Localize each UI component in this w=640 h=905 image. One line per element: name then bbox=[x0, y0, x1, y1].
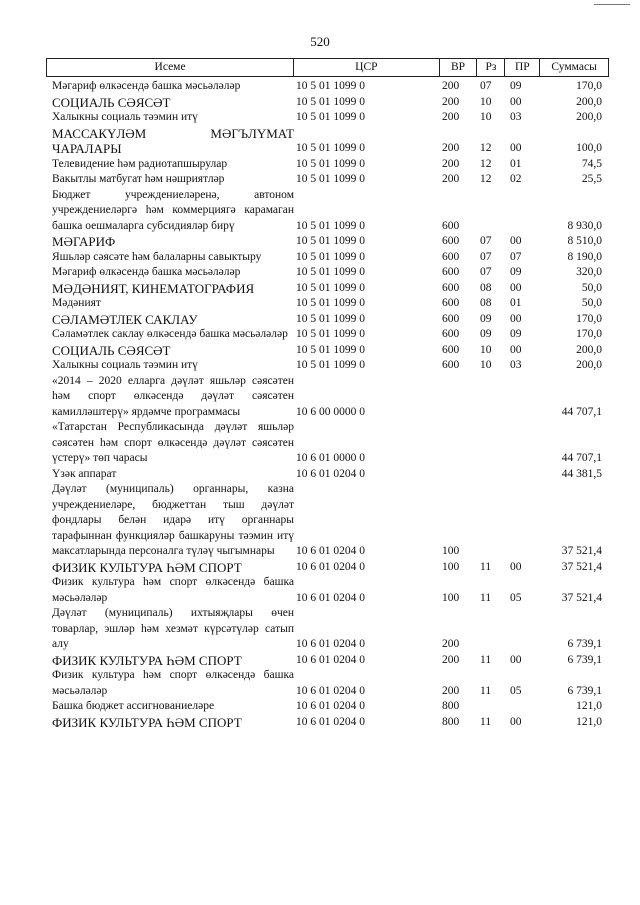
row-name: СОЦИАЛЬ СӘЯСӘТ bbox=[52, 94, 171, 110]
row-vr: 600 bbox=[442, 250, 460, 263]
row-rz: 07 bbox=[480, 250, 492, 263]
table-row bbox=[52, 343, 602, 359]
table-row bbox=[52, 374, 602, 421]
row-name: «2014 – 2020 елларга дәүләт яшьләр сәясәтен һәм спорт өлкәсендә дәүләт сәясәтен камилләштерү» ярдәмче программасы bbox=[52, 374, 294, 418]
table-body bbox=[52, 79, 602, 730]
table-row bbox=[52, 172, 602, 188]
row-rz: 07 bbox=[480, 80, 492, 92]
row-vr: 600 bbox=[442, 359, 460, 371]
row-csr: 10 5 01 1099 0 bbox=[296, 80, 365, 92]
row-sum: 8 510,0 bbox=[567, 235, 602, 247]
row-name: Физик культура һәм спорт өлкәсендә башка мәсьәләләр bbox=[52, 576, 294, 604]
row-csr: 10 6 01 0000 0 bbox=[296, 452, 365, 464]
row-vr: 200 bbox=[442, 80, 460, 92]
row-sum: 200,0 bbox=[576, 111, 602, 123]
row-pr: 00 bbox=[510, 560, 522, 573]
row-sum: 170,0 bbox=[576, 80, 602, 92]
row-pr: 00 bbox=[510, 312, 522, 325]
row-sum: 121,0 bbox=[576, 715, 602, 728]
row-pr: 00 bbox=[510, 95, 522, 108]
table-row bbox=[52, 312, 602, 328]
table-row bbox=[52, 234, 602, 250]
header-vr: ВР bbox=[440, 59, 478, 76]
corner-mark bbox=[594, 4, 630, 5]
table-row bbox=[52, 327, 602, 343]
row-name: Халыкны социаль тәэмин итү bbox=[52, 111, 198, 123]
row-vr: 200 bbox=[442, 653, 460, 666]
row-rz: 12 bbox=[480, 157, 492, 170]
row-name: МАССАКҮЛӘМ МӘГЪЛҮМАТ ЧАРАЛАРЫ bbox=[52, 125, 294, 156]
row-sum: 44 707,1 bbox=[561, 405, 602, 418]
row-name: МӘГАРИФ bbox=[52, 234, 116, 249]
row-csr: 10 5 01 1099 0 bbox=[296, 266, 365, 278]
row-rz: 09 bbox=[480, 328, 492, 340]
page-number: 520 bbox=[310, 34, 330, 49]
header-csr: ЦСР bbox=[294, 59, 439, 76]
table-row bbox=[52, 575, 602, 606]
row-sum: 8 930,0 bbox=[567, 219, 602, 232]
row-pr: 00 bbox=[510, 142, 522, 154]
row-name: Бюджет учреждениеләренә, автоном учреждениеләргә һәм коммерциягә карамаган башка оешмаларга субсидияләр бирү bbox=[52, 188, 294, 232]
row-sum: 8 190,0 bbox=[567, 250, 602, 263]
table-row bbox=[52, 668, 602, 699]
row-csr: 10 5 01 1099 0 bbox=[296, 111, 365, 123]
row-csr: 10 6 01 0204 0 bbox=[296, 560, 365, 573]
row-pr: 00 bbox=[510, 235, 522, 247]
table-row bbox=[52, 653, 602, 669]
row-name: Дәүләт (муниципаль) ихтыяҗлары өчен товарлар, эшләр һәм хезмәт күрсәтүләр сатып алу bbox=[52, 607, 294, 650]
row-vr: 800 bbox=[442, 700, 460, 712]
row-pr: 05 bbox=[510, 591, 522, 604]
row-name: ФИЗИК КУЛЬТУРА ҺӘМ СПОРТ bbox=[52, 559, 242, 575]
row-csr: 10 6 01 0204 0 bbox=[296, 591, 365, 604]
row-vr: 200 bbox=[442, 157, 460, 170]
row-name: Физик культура һәм спорт өлкәсендә башка мәсьәләләр bbox=[52, 669, 294, 697]
header-rz: Рз bbox=[477, 59, 505, 76]
row-name: Башка бюджет ассигнованиеләре bbox=[52, 700, 215, 712]
row-pr: 09 bbox=[510, 328, 522, 340]
table-row bbox=[52, 715, 602, 731]
row-name: ФИЗИК КУЛЬТУРА ҺӘМ СПОРТ bbox=[52, 652, 242, 668]
row-vr: 600 bbox=[442, 281, 460, 294]
row-csr: 10 5 01 1099 0 bbox=[296, 219, 365, 232]
table-row bbox=[52, 250, 602, 266]
table-row bbox=[52, 482, 602, 560]
table-row bbox=[52, 157, 602, 173]
row-csr: 10 5 01 1099 0 bbox=[296, 235, 365, 247]
row-pr: 03 bbox=[510, 359, 522, 371]
row-vr: 100 bbox=[442, 545, 460, 557]
row-name: Телевидение һәм радиотапшырулар bbox=[52, 157, 228, 170]
table-row bbox=[52, 188, 602, 235]
row-sum: 170,0 bbox=[576, 328, 602, 340]
row-sum: 74,5 bbox=[581, 157, 602, 170]
row-vr: 600 bbox=[442, 312, 460, 325]
row-name: Мәгариф өлкәсендә башка мәсьәләләр bbox=[52, 80, 241, 92]
row-name: Мәгариф өлкәсендә башка мәсьәләләр bbox=[52, 266, 241, 278]
row-vr: 800 bbox=[442, 715, 460, 728]
table-row bbox=[52, 126, 602, 157]
row-sum: 44 707,1 bbox=[561, 452, 602, 464]
row-rz: 10 bbox=[480, 95, 492, 108]
row-sum: 200,0 bbox=[576, 359, 602, 371]
row-sum: 44 381,5 bbox=[561, 467, 602, 480]
row-csr: 10 5 01 1099 0 bbox=[296, 95, 365, 108]
row-name: Яшьләр сәясәте һәм балаларны савыктыру bbox=[52, 250, 262, 263]
row-rz: 07 bbox=[480, 266, 492, 278]
row-csr: 10 5 01 1099 0 bbox=[296, 281, 365, 294]
row-rz: 11 bbox=[480, 715, 492, 728]
row-rz: 11 bbox=[480, 684, 492, 697]
row-name: СОЦИАЛЬ СӘЯСӘТ bbox=[52, 342, 171, 358]
row-vr: 200 bbox=[442, 142, 460, 154]
row-csr: 10 5 01 1099 0 bbox=[296, 173, 365, 185]
row-name: Дәүләт (муниципаль) органнары, казна учреждениеләре, бюджеттан тыш дәүләт фондлары белән идарә итү органнары тарафыннан функцияләр башкаруны тәэмин итү максатларында персоналга түләү чыгымнары bbox=[52, 483, 294, 557]
row-csr: 10 6 01 0204 0 bbox=[296, 545, 365, 557]
row-name: МӘДӘНИЯТ, КИНЕМАТОГРАФИЯ bbox=[52, 280, 255, 296]
row-csr: 10 6 01 0204 0 bbox=[296, 653, 365, 666]
row-sum: 25,5 bbox=[581, 173, 602, 185]
row-sum: 170,0 bbox=[576, 312, 602, 325]
row-name: Халыкны социаль тәэмин итү bbox=[52, 359, 198, 371]
row-sum: 6 739,1 bbox=[567, 684, 602, 697]
row-pr: 00 bbox=[510, 653, 522, 666]
row-rz: 11 bbox=[480, 591, 492, 604]
row-pr: 07 bbox=[510, 250, 522, 263]
table-row bbox=[52, 467, 602, 483]
row-csr: 10 5 01 1099 0 bbox=[296, 297, 365, 309]
row-vr: 100 bbox=[442, 591, 460, 604]
row-pr: 00 bbox=[510, 281, 522, 294]
header-name: Исеме bbox=[47, 59, 294, 76]
row-csr: 10 6 01 0204 0 bbox=[296, 467, 365, 480]
row-csr: 10 6 01 0204 0 bbox=[296, 715, 365, 728]
row-rz: 10 bbox=[480, 359, 492, 371]
table-row bbox=[52, 95, 602, 111]
row-name: Сәламәтлек саклау өлкәсендә башка мәсьәләләр bbox=[52, 328, 288, 340]
row-pr: 09 bbox=[510, 80, 522, 92]
row-name: ФИЗИК КУЛЬТУРА ҺӘМ СПОРТ bbox=[52, 714, 242, 730]
table-row bbox=[52, 606, 602, 653]
row-sum: 50,0 bbox=[581, 297, 602, 309]
row-name: Мәдәният bbox=[52, 297, 101, 309]
row-csr: 10 6 01 0204 0 bbox=[296, 700, 365, 712]
row-csr: 10 6 00 0000 0 bbox=[296, 405, 365, 418]
table-header bbox=[46, 58, 609, 77]
header-pr: ПР bbox=[505, 59, 540, 76]
row-vr: 600 bbox=[442, 235, 460, 247]
row-vr: 200 bbox=[442, 638, 460, 650]
row-csr: 10 5 01 1099 0 bbox=[296, 157, 365, 170]
row-rz: 08 bbox=[480, 281, 492, 294]
row-pr: 00 bbox=[510, 715, 522, 728]
row-name: Вакытлы матбугат һәм нәшриятләр bbox=[52, 173, 225, 185]
row-vr: 600 bbox=[442, 343, 460, 356]
row-vr: 100 bbox=[442, 560, 460, 573]
row-rz: 12 bbox=[480, 173, 492, 185]
row-pr: 05 bbox=[510, 684, 522, 697]
row-vr: 200 bbox=[442, 684, 460, 697]
table-row bbox=[52, 79, 602, 95]
table-row bbox=[52, 358, 602, 374]
row-csr: 10 5 01 1099 0 bbox=[296, 359, 365, 371]
row-name: Үзәк аппарат bbox=[52, 467, 117, 480]
row-csr: 10 5 01 1099 0 bbox=[296, 142, 365, 154]
row-pr: 02 bbox=[510, 173, 522, 185]
row-sum: 100,0 bbox=[576, 142, 602, 154]
table-row bbox=[52, 110, 602, 126]
row-sum: 320,0 bbox=[576, 266, 602, 278]
row-name: «Татарстан Республикасында дәүләт яшьләр сәясәтен һәм спорт өлкәсендә дәүләт сәясәтен үстерү» төп чарасы bbox=[52, 421, 294, 464]
row-csr: 10 6 01 0204 0 bbox=[296, 638, 365, 650]
row-pr: 03 bbox=[510, 111, 522, 123]
row-csr: 10 5 01 1099 0 bbox=[296, 312, 365, 325]
row-csr: 10 5 01 1099 0 bbox=[296, 343, 365, 356]
row-name: СӘЛАМӘТЛЕК САКЛАУ bbox=[52, 311, 198, 327]
row-rz: 08 bbox=[480, 297, 492, 309]
row-vr: 600 bbox=[442, 266, 460, 278]
row-vr: 600 bbox=[442, 219, 460, 232]
row-csr: 10 6 01 0204 0 bbox=[296, 684, 365, 697]
table-row bbox=[52, 265, 602, 281]
row-sum: 121,0 bbox=[576, 700, 602, 712]
row-rz: 11 bbox=[480, 653, 492, 666]
row-sum: 50,0 bbox=[581, 281, 602, 294]
row-vr: 600 bbox=[442, 328, 460, 340]
row-pr: 01 bbox=[510, 157, 522, 170]
header-sum: Суммасы bbox=[551, 61, 597, 73]
row-csr: 10 5 01 1099 0 bbox=[296, 328, 365, 340]
row-vr: 200 bbox=[442, 111, 460, 123]
row-sum: 6 739,1 bbox=[567, 653, 602, 666]
row-sum: 37 521,4 bbox=[561, 560, 602, 573]
row-pr: 00 bbox=[510, 343, 522, 356]
row-csr: 10 5 01 1099 0 bbox=[296, 250, 365, 263]
row-sum: 6 739,1 bbox=[567, 638, 602, 650]
row-sum: 200,0 bbox=[576, 343, 602, 356]
row-pr: 09 bbox=[510, 266, 522, 278]
table-row bbox=[52, 420, 602, 467]
row-vr: 200 bbox=[442, 95, 460, 108]
table-row bbox=[52, 281, 602, 297]
table-row bbox=[52, 560, 602, 576]
table-row bbox=[52, 296, 602, 312]
row-sum: 200,0 bbox=[576, 95, 602, 108]
row-rz: 07 bbox=[480, 235, 492, 247]
row-vr: 600 bbox=[442, 297, 460, 309]
row-rz: 11 bbox=[480, 560, 492, 573]
row-rz: 12 bbox=[480, 142, 492, 154]
row-vr: 200 bbox=[442, 173, 460, 185]
row-rz: 10 bbox=[480, 343, 492, 356]
row-pr: 01 bbox=[510, 297, 522, 309]
row-rz: 10 bbox=[480, 111, 492, 123]
row-rz: 09 bbox=[480, 312, 492, 325]
table-row bbox=[52, 699, 602, 715]
row-sum: 37 521,4 bbox=[561, 591, 602, 604]
row-sum: 37 521,4 bbox=[561, 545, 602, 557]
